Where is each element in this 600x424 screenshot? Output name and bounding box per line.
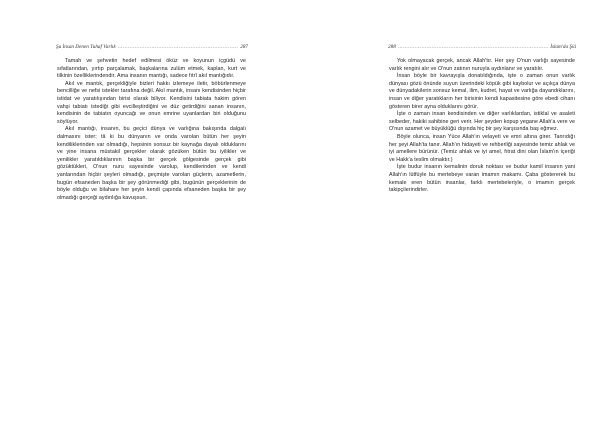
paragraph: İşte budur insanın kemalinin doruk noktası ve budur kamil insanın yani Allah'ın lütfüyle bu mertebeye varan imamın makamı. Çaba göstererek bu kemale eren bütün insanlar, farklı mertebeleriyle, o imamın gerçek takipçilerindirler. xyxy=(389,164,575,194)
paragraph: İşte o zaman insan kendisinden ve diğer varlıklardan, istiklal ve asaleti selbeder, hakiki sahibine geri verir. Her şeyden kopup yegane Allah'a vere ve O'nun azamet ve büyüklüğü dışında hiç bir şey karşısında baş eğmez. xyxy=(389,111,575,133)
right-page-number: 288 xyxy=(388,44,396,50)
paragraph: Akıl mantığı, insanın, bu geçici dünya ve varlığına bakışında dalgalı dalmasını ister; tâ ki bu dünyanın ve onda varolan bütün her şeyin kendiliklerinden var olmadığı, hepsinin sonsuz bir kaynağa dayalı olduklarını ve yine insana müstakil gerçekler olarak gözüken bütün bu iyilikler ve yenilikler yaratıldıklarının başka bir gerçek gölgesinde gerçek gibi gözüktükleri, O'nun nuru sayesinde varolup, kendilerinden ve kendi yanlarından hiçbir şeyleri olmadığı, geçmişte varolan güçlerin, azametlerin, bugün efsaneden başka bir şey görünmediği gibi, bugünün gerçeklerinin de böyle olduğu ve bilahare her şeyin kendi çapında efsaneden başka bir şey olmadığı gerçeği aydınlığa kavuşsun. xyxy=(57,126,246,201)
right-page xyxy=(300,0,600,424)
right-header-title: İslam'da Şiâ xyxy=(550,44,576,50)
paragraph: Böyle olunca, insan Yüce Allah'ın velayeti ve emri altına girer. Tanrıdığı her şeyi Allah'ta tanır. Allah'ın hidayeti ve rehberliği sayesinde temiz ahlak ve iyi amellere bürünür. (Temiz ahlak ve iyi amel, fıtrat dini olan İslam'ın içeriği ve Hakk'a teslim olmaktır.) xyxy=(389,133,575,163)
left-page-number: 287 xyxy=(240,44,248,50)
paragraph: İnsan böyle bir kavrayışla donatıldığında, işte o zaman onun varlık dünyası gözü önünde suyun üzerindeki köpük gibi kaybolur ve açıkça dünya ve dünyadakilerin sonsuz kemal, ilim, kudret, hayat ve varlığa dayandıklarını, insan ve diğer yaratıkların her birisinin kendi kapasitesine göre ebedi cihanı gösteren birer ayna olduklarını görür. xyxy=(389,73,575,110)
header-leader-dots xyxy=(398,44,548,50)
right-running-header xyxy=(388,44,576,50)
left-running-header xyxy=(56,44,248,50)
paragraph: Yok olmayacak gerçek, ancak Allah'tır. Her şey O'nun varlığı sayesinde varlık rengini alır ve O'nun zatının nuruyla aydınlanır ve yaratılır. xyxy=(389,58,575,72)
right-body-text xyxy=(389,58,575,195)
left-header-title: Şu İnsan Denen Tuhaf Varlık xyxy=(56,44,116,50)
header-leader-dots xyxy=(118,44,239,50)
paragraph: Tamah ve şehvetin hedef edilmesi öküz ve koyunun içgüdü ve sıfatlarından, yırtıp parçalamak, başkalarına zulüm etmek, kaplan, kurt ve tilkinin özelliklerindendir. Ama insanın mantığı, sadece fıtrî akıl mantığıdır. xyxy=(57,58,246,80)
left-body-text xyxy=(57,58,246,202)
paragraph: Akıl ve mantık, gerçekliğiyle bizleri hakkı izlemeye iletir, böbürlenmeye bencilliğe ve nefsi istekler tarafına değil. Akıl mantık, insanı kendisinden hiçbir istidat ve yaratılışından birisi olarak biliyor. Kendisini tabiata hakim gören vahşi tabiatı istediği gibi evcilleştirdiğini ve düz getirdiğini sanan insanın, kendisinin de tabiatın oyuncağı ve onun emrine uyanlardan biri olduğunu söylüyor. xyxy=(57,80,246,125)
